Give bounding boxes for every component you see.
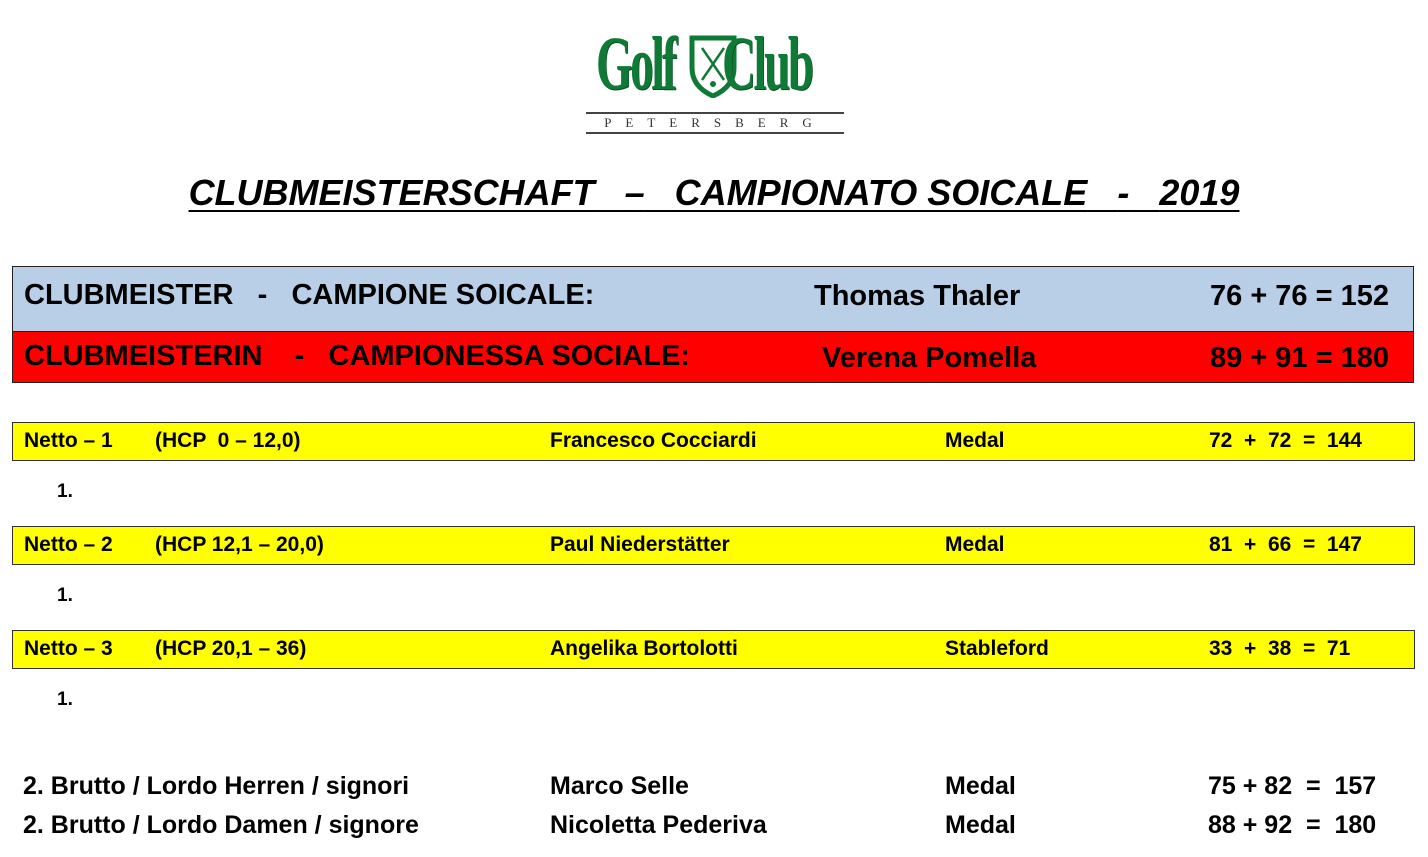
logo-word-golf: Golf — [596, 22, 676, 106]
netto-2-rank: 1. — [57, 585, 73, 606]
champion-men-score: 76 + 76 = 152 — [1210, 280, 1389, 312]
netto-format: Medal — [945, 533, 1005, 556]
netto-3-row — [12, 630, 1415, 669]
netto-player-name: Angelika Bortolotti — [550, 637, 738, 660]
brutto-women-format: Medal — [945, 811, 1016, 839]
netto-3-rank: 1. — [57, 689, 73, 710]
logo-word-club: Club — [722, 22, 812, 106]
logo-subtitle: PETERSBERG — [604, 115, 826, 130]
champion-men-name: Thomas Thaler — [814, 280, 1021, 312]
netto-1-row — [12, 422, 1415, 461]
logo-rule-bottom — [586, 132, 844, 134]
brutto-men-name: Marco Selle — [550, 772, 689, 800]
logo-rule-top — [586, 112, 844, 114]
title-separator-1: – — [624, 172, 645, 213]
champion-women-name: Verena Pomella — [822, 342, 1037, 374]
title-part-1: CLUBMEISTERSCHAFT — [188, 172, 595, 213]
netto-player-name: Paul Niederstätter — [550, 533, 730, 556]
netto-hcp-range: (HCP 20,1 – 36) — [155, 637, 307, 660]
champion-women-band — [12, 332, 1414, 383]
champion-men-band — [12, 266, 1414, 332]
brutto-women-category: 2. Brutto / Lordo Damen / signore — [23, 811, 419, 839]
netto-player-name: Francesco Cocciardi — [550, 429, 757, 452]
netto-score: 72 + 72 = 144 — [1209, 429, 1362, 452]
netto-hcp-range: (HCP 12,1 – 20,0) — [155, 533, 324, 556]
netto-1-rank: 1. — [57, 481, 73, 502]
netto-format: Medal — [945, 429, 1005, 452]
title-separator-2: - — [1117, 172, 1130, 213]
netto-2-row — [12, 526, 1415, 565]
netto-category: Netto – 3 — [24, 637, 113, 660]
netto-category: Netto – 1 — [24, 429, 113, 452]
brutto-men-score: 75 + 82 = 157 — [1208, 772, 1377, 800]
netto-format: Stableford — [945, 637, 1049, 660]
title-part-2: CAMPIONATO SOICALE — [674, 172, 1088, 213]
brutto-women-name: Nicoletta Pederiva — [550, 811, 767, 839]
title-year: 2019 — [1159, 172, 1240, 213]
page-title — [0, 170, 1428, 216]
brutto-women-score: 88 + 92 = 180 — [1208, 811, 1377, 839]
champion-women-title: CLUBMEISTERIN - CAMPIONESSA SOCIALE: — [24, 340, 690, 372]
netto-hcp-range: (HCP 0 – 12,0) — [155, 429, 301, 452]
champion-women-score: 89 + 91 = 180 — [1210, 342, 1389, 374]
champion-men-title: CLUBMEISTER - CAMPIONE SOICALE: — [24, 279, 595, 311]
netto-category: Netto – 2 — [24, 533, 113, 556]
netto-score: 33 + 38 = 71 — [1209, 637, 1351, 660]
brutto-men-category: 2. Brutto / Lordo Herren / signori — [23, 772, 410, 800]
golf-club-logo — [584, 24, 846, 136]
netto-score: 81 + 66 = 147 — [1209, 533, 1362, 556]
brutto-men-format: Medal — [945, 772, 1016, 800]
